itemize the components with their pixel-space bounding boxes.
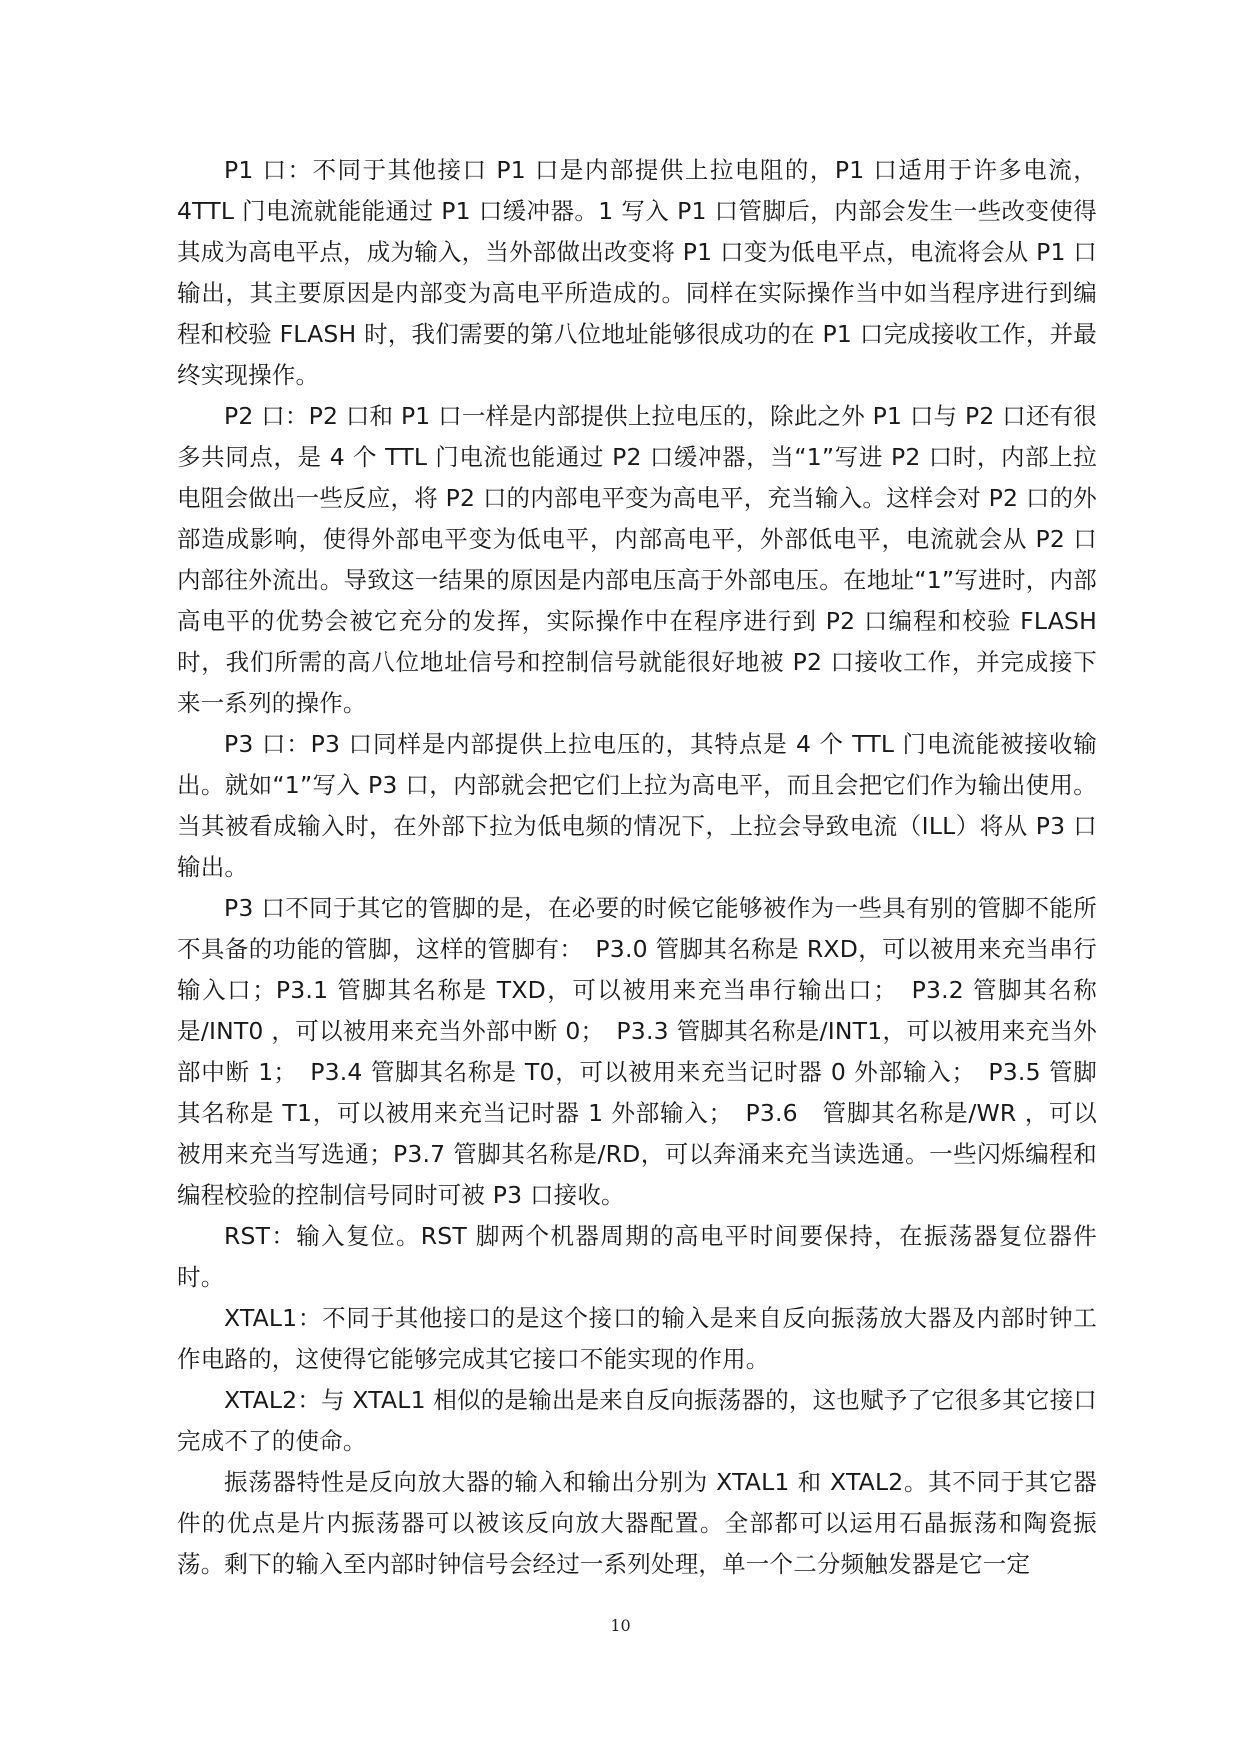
paragraph-xtal2: XTAL2：与 XTAL1 相似的是输出是来自反向振荡器的，这也赋予了它很多其它接口完成不了的使命。 <box>177 1386 1098 1455</box>
body-text <box>177 150 1097 1585</box>
paragraph-p3-port: P3 口：P3 口同样是内部提供上拉电压的，其特点是 4 个 TTL 门电流能被接收输出。就如“1”写入 P3 口，内部就会把它们上拉为高电平，而且会把它们作为输出使用。当其被看成输入时，在外部下拉为低电频的情况下，上拉会导致电流（ILL）将从 P3 口输出。 <box>177 730 1097 881</box>
paragraph-xtal1: XTAL1：不同于其他接口的是这个接口的输入是来自反向振荡放大器及内部时钟工作电路的，这使得它能够完成其它接口不能实现的作用。 <box>177 1304 1097 1373</box>
paragraph-oscillator: 振荡器特性是反向放大器的输入和输出分别为 XTAL1 和 XTAL2。其不同于其它器件的优点是片内振荡器可以被该反向放大器配置。全部都可以运用石晶振荡和陶瓷振荡。剩下的输入至内部时钟信号会经过一系列处理，单一个二分频触发器是它一定 <box>177 1468 1097 1578</box>
paragraph-rst: RST：输入复位。RST 脚两个机器周期的高电平时间要保持，在振荡器复位器件时。 <box>177 1222 1097 1291</box>
page-number: 10 <box>610 1616 631 1635</box>
paragraph-p1-port: P1 口：不同于其他接口 P1 口是内部提供上拉电阻的，P1 口适用于许多电流，4TTL 门电流就能能通过 P1 口缓冲器。1 写入 P1 口管脚后，内部会发生一些改变使得其成为高电平点，成为输入，当外部做出改变将 P1 口变为低电平点，电流将会从 P1 口输出，其主要原因是内部变为高电平所造成的。同样在实际操作当中如当程序进行到编程和校验 FLASH 时，我们需要的第八位地址能够很成功的在 P1 口完成接收工作，并最终实现操作。 <box>177 156 1097 389</box>
paragraph-p3-alternate-functions: P3 口不同于其它的管脚的是，在必要的时候它能够被作为一些具有别的管脚不能所不具备的功能的管脚，这样的管脚有： P3.0 管脚其名称是 RXD，可以被用来充当串行输入口；P3.1 管脚其名称是 TXD，可以被用来充当串行输出口； P3.2 管脚其名称是/INT0 ，可以被用来充当外部中断 0； P3.3 管脚其名称是/INT1，可以被用来充当外部中断 1； P3.4 管脚其名称是 T0，可以被用来充当记时器 0 外部输入； P3.5 管脚其名称是 T1，可以被用来充当记时器 1 外部输入； P3.6 管脚其名称是/WR ，可以被用来充当写选通；P3.7 管脚其名称是/RD，可以奔涌来充当读选通。一些闪烁编程和编程校验的控制信号同时可被 P3 口接收。 <box>177 894 1097 1209</box>
paragraph-p2-port: P2 口：P2 口和 P1 口一样是内部提供上拉电压的，除此之外 P1 口与 P2 口还有很多共同点，是 4 个 TTL 门电流也能通过 P2 口缓冲器，当“1”写进 P2 口时，内部上拉电阻会做出一些反应，将 P2 口的内部电平变为高电平，充当输入。这样会对 P2 口的外部造成影响，使得外部电平变为低电平，内部高电平，外部低电平，电流就会从 P2 口内部往外流出。导致这一结果的原因是内部电压高于外部电压。在地址“1”写进时，内部高电平的优势会被它充分的发挥，实际操作中在程序进行到 P2 口编程和校验 FLASH 时，我们所需的高八位地址信号和控制信号就能很好地被 P2 口接收工作，并完成接下来一系列的操作。 <box>177 402 1097 717</box>
